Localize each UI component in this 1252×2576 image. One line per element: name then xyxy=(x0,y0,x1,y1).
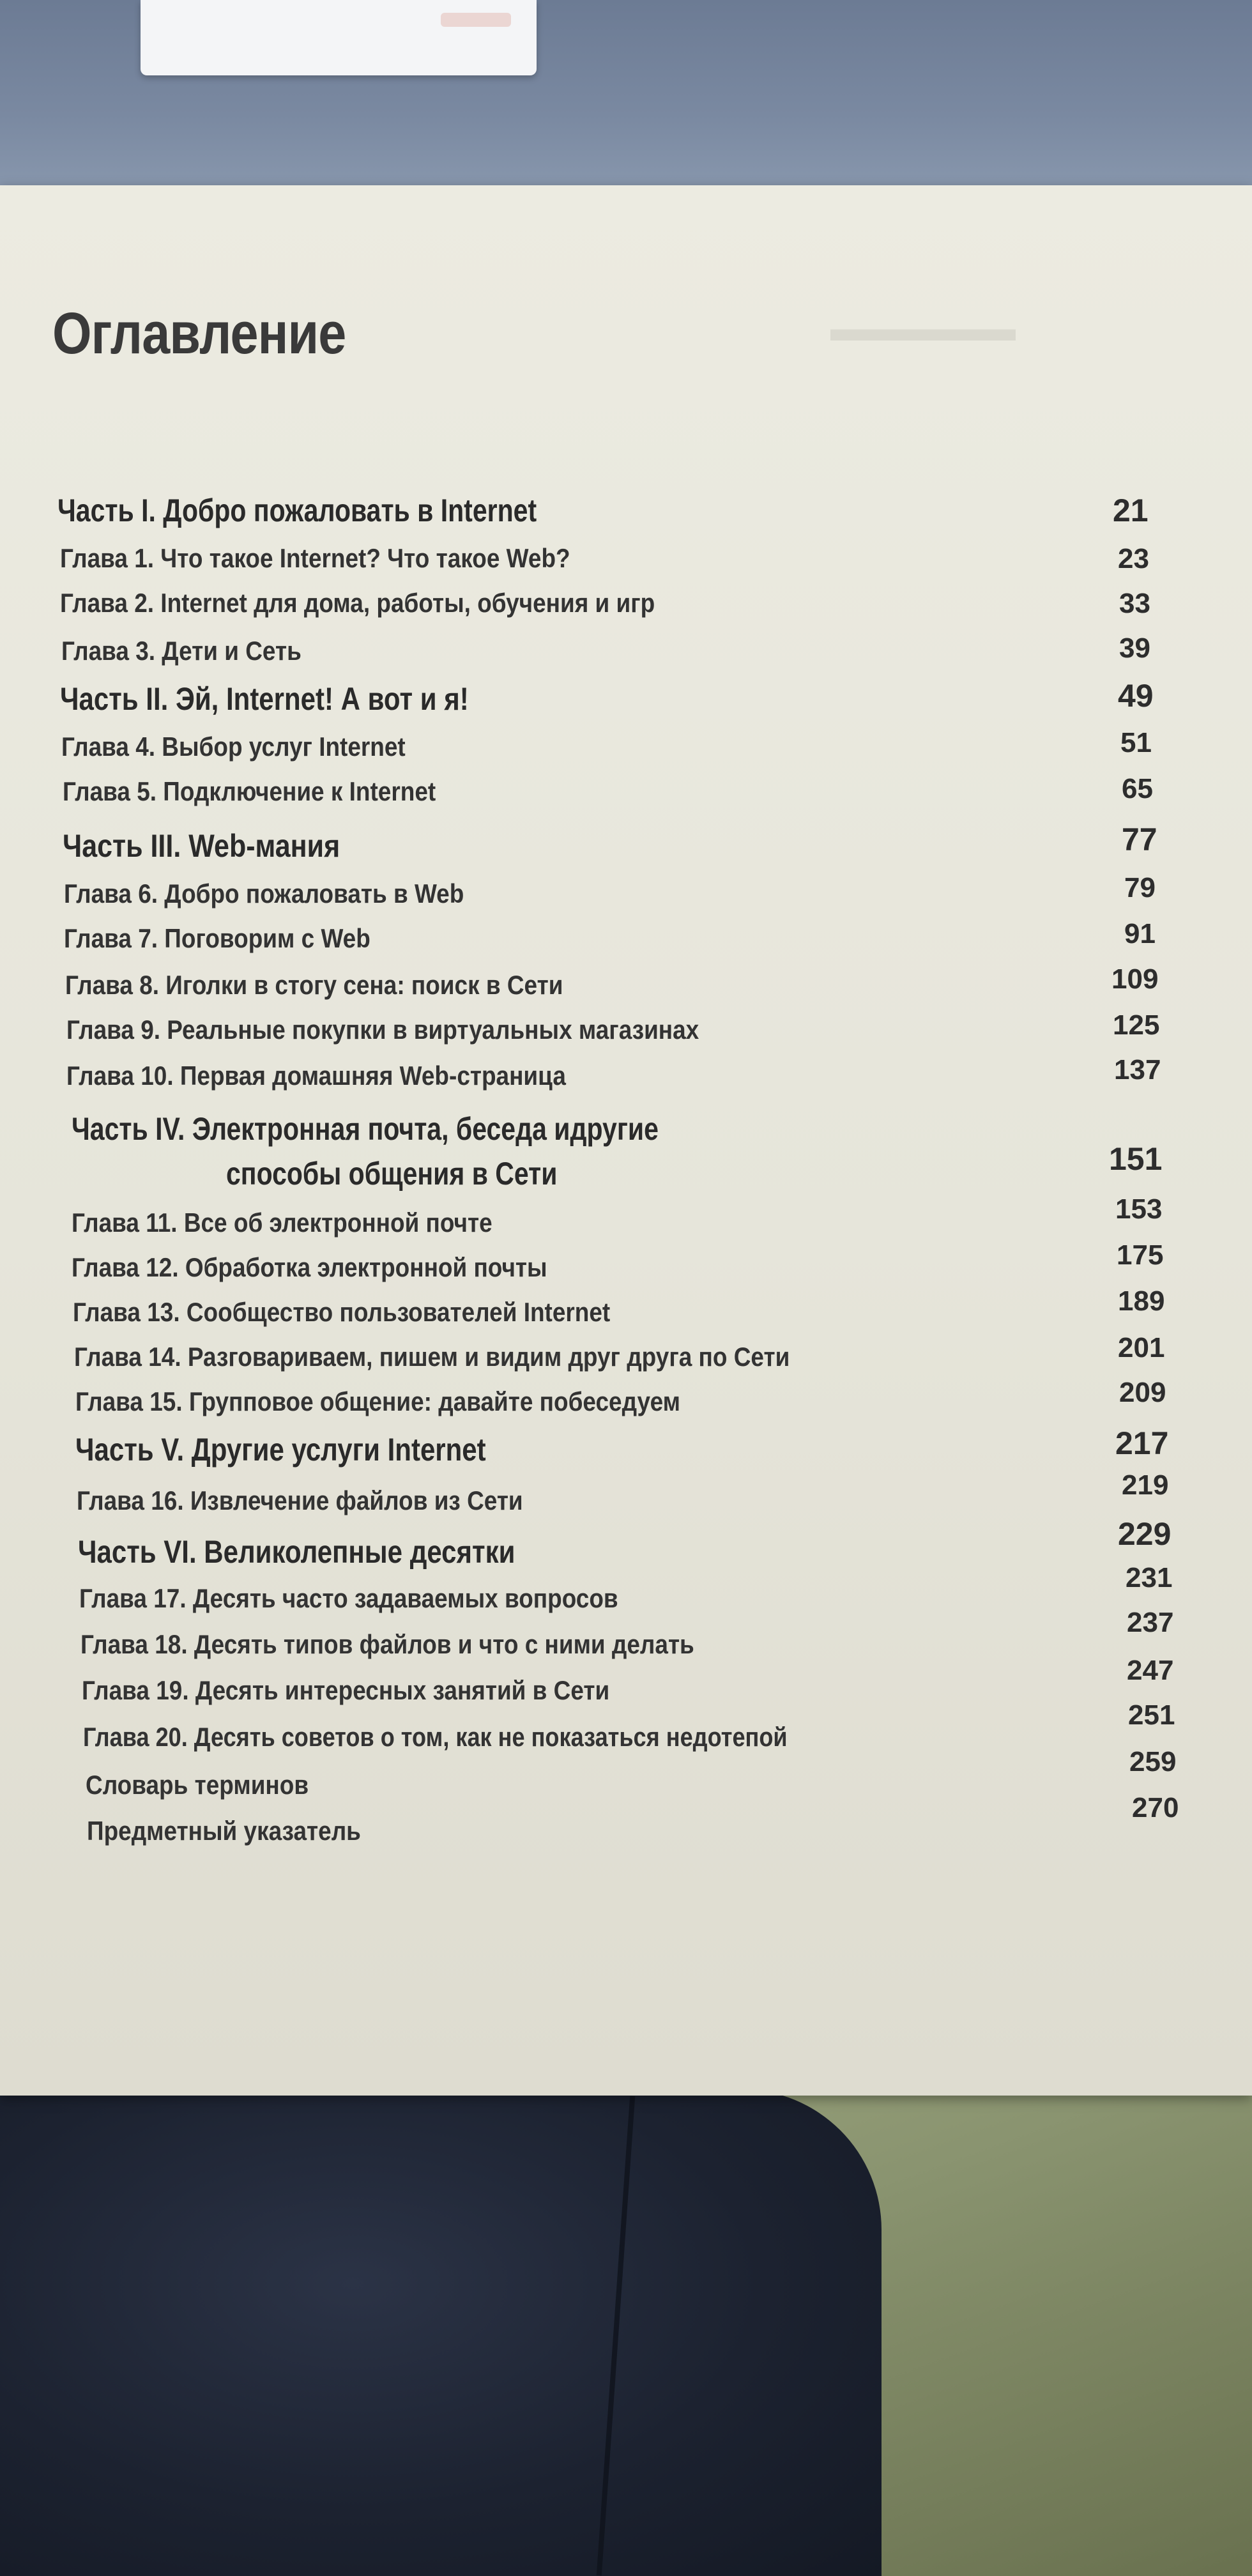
toc-part-3-page: 77 xyxy=(1122,822,1157,857)
toc-chapter-9-page: 125 xyxy=(1113,1009,1160,1041)
toc-chapter-13-page: 189 xyxy=(1118,1285,1165,1317)
toc-chapter-12-title: Глава 12. Обработка электронной почты xyxy=(72,1252,547,1282)
toc-chapter-7-title: Глава 7. Поговорим с Web xyxy=(64,923,370,953)
toc-part-1-title: Часть I. Добро пожаловать в Internet xyxy=(57,493,537,528)
toc-part-3-title: Часть III. Web-мания xyxy=(63,828,340,864)
toc-part-4-title: Часть IV. Электронная почта, беседа идругие xyxy=(72,1111,659,1147)
show-through-text: ▬▬▬▬▬ xyxy=(830,307,1016,349)
toc-chapter-14-title: Глава 14. Разговариваем, пишем и видим друг друга по Сети xyxy=(74,1342,790,1372)
toc-chapter-2-title: Глава 2. Internet для дома, работы, обучения и игр xyxy=(60,588,655,618)
toc-chapter-15-page: 209 xyxy=(1119,1377,1166,1408)
toc-chapter-4-page: 51 xyxy=(1120,727,1152,758)
toc-chapter-17-page: 231 xyxy=(1126,1562,1173,1593)
toc-chapter-15-title: Глава 15. Групповое общение: давайте побеседуем xyxy=(75,1386,680,1416)
toc-chapter-6-title: Глава 6. Добро пожаловать в Web xyxy=(64,878,464,908)
toc-glossary-title: Словарь терминов xyxy=(86,1770,309,1800)
toc-part-6-title: Часть VI. Великолепные десятки xyxy=(78,1534,515,1570)
toc-part-1-page: 21 xyxy=(1113,493,1149,528)
toc-index-title: Предметный указатель xyxy=(87,1816,361,1846)
toc-part-5-page: 217 xyxy=(1115,1425,1169,1461)
toc-chapter-3-page: 39 xyxy=(1119,632,1150,664)
toc-chapter-10-page: 137 xyxy=(1114,1054,1161,1085)
toc-chapter-11-title: Глава 11. Все об электронной почте xyxy=(72,1208,492,1238)
toc-part-6-page: 229 xyxy=(1118,1516,1172,1552)
toc-chapter-8-page: 109 xyxy=(1111,963,1159,995)
toc-chapter-14-page: 201 xyxy=(1118,1332,1165,1363)
page-title: Оглавление xyxy=(52,301,346,366)
toc-chapter-4-title: Глава 4. Выбор услуг Internet xyxy=(61,732,406,762)
paper-sticker xyxy=(141,0,537,75)
toc-chapter-19-page: 247 xyxy=(1127,1655,1174,1686)
toc-chapter-3-title: Глава 3. Дети и Сеть xyxy=(61,636,302,666)
toc-chapter-20-title: Глава 20. Десять советов о том, как не показаться недотепой xyxy=(83,1722,788,1752)
toc-chapter-10-title: Глава 10. Первая домашняя Web-страница xyxy=(66,1061,566,1091)
toc-chapter-5-page: 65 xyxy=(1122,773,1153,804)
sticker-mark xyxy=(441,13,511,27)
toc-chapter-6-page: 79 xyxy=(1124,872,1156,903)
toc-chapter-18-title: Глава 18. Десять типов файлов и что с ними делать xyxy=(80,1629,694,1659)
toc-chapter-5-title: Глава 5. Подключение к Internet xyxy=(63,776,436,806)
toc-index-page: 270 xyxy=(1132,1792,1179,1823)
toc-chapter-8-title: Глава 8. Иголки в стогу сена: поиск в Сети xyxy=(65,970,563,1000)
toc-chapter-19-title: Глава 19. Десять интересных занятий в Сети xyxy=(82,1675,610,1705)
toc-glossary-page: 259 xyxy=(1129,1746,1177,1777)
toc-part-5-title: Часть V. Другие услуги Internet xyxy=(75,1432,486,1468)
toc-part-4-page: 151 xyxy=(1109,1141,1163,1177)
toc-chapter-20-page: 251 xyxy=(1128,1699,1175,1731)
toc-chapter-16-page: 219 xyxy=(1122,1469,1169,1501)
toc-chapter-9-title: Глава 9. Реальные покупки в виртуальных магазинах xyxy=(66,1015,699,1045)
toc-chapter-2-page: 33 xyxy=(1119,588,1150,619)
dark-coat xyxy=(0,2089,882,2576)
toc-part-4-title-continued: способы общения в Сети xyxy=(226,1156,558,1192)
toc-part-2-page: 49 xyxy=(1118,678,1154,714)
toc-chapter-13-title: Глава 13. Сообщество пользователей Internet xyxy=(73,1297,611,1327)
toc-chapter-17-title: Глава 17. Десять часто задаваемых вопросов xyxy=(79,1583,618,1613)
toc-chapter-11-page: 153 xyxy=(1115,1193,1163,1225)
toc-chapter-12-page: 175 xyxy=(1117,1239,1164,1271)
toc-chapter-16-title: Глава 16. Извлечение файлов из Сети xyxy=(77,1485,523,1515)
toc-chapter-1-title: Глава 1. Что такое Internet? Что такое Web? xyxy=(60,543,570,573)
toc-chapter-18-page: 237 xyxy=(1127,1607,1174,1638)
toc-chapter-7-page: 91 xyxy=(1124,918,1156,949)
toc-chapter-1-page: 23 xyxy=(1118,543,1149,574)
toc-part-2-title: Часть II. Эй, Internet! А вот и я! xyxy=(60,681,469,717)
